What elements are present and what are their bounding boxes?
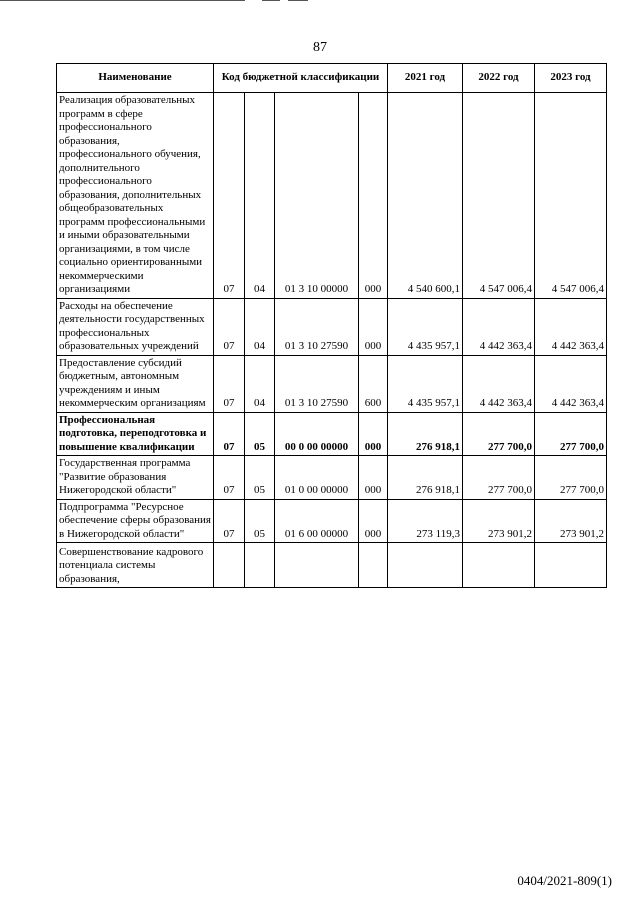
row-expense-type: 000 bbox=[359, 298, 388, 355]
row-2023: 4 442 363,4 bbox=[535, 298, 607, 355]
row-2022: 273 901,2 bbox=[463, 499, 535, 543]
row-name: Расходы на обеспечение деятельности государственных профессиональных образовательных учреждений bbox=[57, 298, 214, 355]
budget-table bbox=[56, 63, 607, 588]
row-2022 bbox=[463, 543, 535, 588]
row-subsection: 04 bbox=[245, 298, 275, 355]
row-section: 07 bbox=[214, 355, 245, 412]
row-2023: 4 547 006,4 bbox=[535, 93, 607, 299]
row-2023: 277 700,0 bbox=[535, 412, 607, 456]
row-target-article bbox=[275, 543, 359, 588]
row-target-article: 01 6 00 00000 bbox=[275, 499, 359, 543]
row-2021: 4 435 957,1 bbox=[388, 298, 463, 355]
row-2023: 277 700,0 bbox=[535, 456, 607, 500]
row-2023: 4 442 363,4 bbox=[535, 355, 607, 412]
row-section bbox=[214, 543, 245, 588]
row-name: Профессиональная подготовка, переподготовка и повышение квалификации bbox=[57, 412, 214, 456]
row-target-article: 00 0 00 00000 bbox=[275, 412, 359, 456]
row-section: 07 bbox=[214, 412, 245, 456]
table-row bbox=[57, 543, 607, 588]
row-subsection: 05 bbox=[245, 456, 275, 500]
row-target-article: 01 0 00 00000 bbox=[275, 456, 359, 500]
table-row bbox=[57, 412, 607, 456]
row-name: Государственная программа "Развитие образования Нижегородской области" bbox=[57, 456, 214, 500]
table-row bbox=[57, 456, 607, 500]
row-2021: 276 918,1 bbox=[388, 456, 463, 500]
row-name: Совершенствование кадрового потенциала системы образования, bbox=[57, 543, 214, 588]
top-edge-lines bbox=[0, 0, 640, 1]
row-2022: 277 700,0 bbox=[463, 412, 535, 456]
row-expense-type: 000 bbox=[359, 456, 388, 500]
row-section: 07 bbox=[214, 456, 245, 500]
row-subsection: 04 bbox=[245, 93, 275, 299]
table-row bbox=[57, 93, 607, 299]
row-2021: 4 540 600,1 bbox=[388, 93, 463, 299]
row-2022: 4 442 363,4 bbox=[463, 355, 535, 412]
row-expense-type: 000 bbox=[359, 499, 388, 543]
row-section: 07 bbox=[214, 93, 245, 299]
header-name: Наименование bbox=[57, 64, 214, 93]
table-header-row bbox=[57, 64, 607, 93]
row-name: Подпрограмма "Ресурсное обеспечение сферы образования в Нижегородской области" bbox=[57, 499, 214, 543]
row-2021: 273 119,3 bbox=[388, 499, 463, 543]
row-2022: 277 700,0 bbox=[463, 456, 535, 500]
table-row bbox=[57, 355, 607, 412]
row-subsection: 05 bbox=[245, 412, 275, 456]
row-2021: 4 435 957,1 bbox=[388, 355, 463, 412]
row-2021: 276 918,1 bbox=[388, 412, 463, 456]
row-target-article: 01 3 10 27590 bbox=[275, 355, 359, 412]
table-row bbox=[57, 499, 607, 543]
table-row bbox=[57, 298, 607, 355]
header-2021: 2021 год bbox=[388, 64, 463, 93]
page-number: 87 bbox=[313, 40, 327, 55]
row-section: 07 bbox=[214, 499, 245, 543]
header-code: Код бюджетной классификации bbox=[214, 64, 388, 93]
row-expense-type: 000 bbox=[359, 93, 388, 299]
row-expense-type bbox=[359, 543, 388, 588]
row-subsection: 04 bbox=[245, 355, 275, 412]
header-2022: 2022 год bbox=[463, 64, 535, 93]
row-2021 bbox=[388, 543, 463, 588]
row-subsection: 05 bbox=[245, 499, 275, 543]
row-expense-type: 600 bbox=[359, 355, 388, 412]
row-2023 bbox=[535, 543, 607, 588]
row-2022: 4 442 363,4 bbox=[463, 298, 535, 355]
row-name: Реализация образовательных программ в сфере профессионального образования, профессионального обучения, дополнительного профессионального образования, дополнительных общеобразовательных программ профессиональными и иными образовательными организациями, в том числе социально ориентированными некоммерческими организациями bbox=[57, 93, 214, 299]
row-section: 07 bbox=[214, 298, 245, 355]
row-target-article: 01 3 10 27590 bbox=[275, 298, 359, 355]
document-registration-code: 0404/2021-809(1) bbox=[517, 873, 612, 888]
row-subsection bbox=[245, 543, 275, 588]
row-2023: 273 901,2 bbox=[535, 499, 607, 543]
row-target-article: 01 3 10 00000 bbox=[275, 93, 359, 299]
row-name: Предоставление субсидий бюджетным, автономным учреждениям и иным некоммерческим организациям bbox=[57, 355, 214, 412]
row-2022: 4 547 006,4 bbox=[463, 93, 535, 299]
row-expense-type: 000 bbox=[359, 412, 388, 456]
header-2023: 2023 год bbox=[535, 64, 607, 93]
